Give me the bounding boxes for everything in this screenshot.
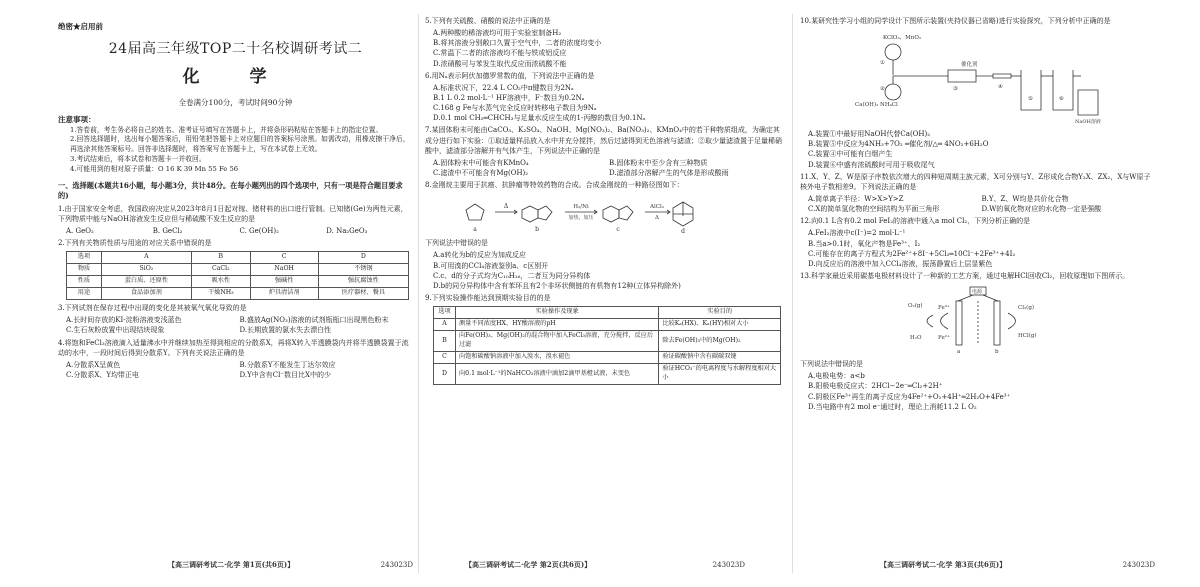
species-label: Cl₂(g) [1017, 305, 1034, 312]
table-cell: 验证HCO₃⁻的电离程度与水解程度相对大小 [659, 364, 781, 385]
option: A.固体粉末中可能含有KMnO₄ [433, 158, 529, 167]
option: A.两种酸的稀溶液均可用于实验室制备H₂ [433, 29, 562, 38]
apparatus-number: ④ [997, 84, 1003, 91]
option: B.阳极电极反应式：2HCl−2e⁻═Cl₂+2H⁺ [808, 382, 943, 391]
arrow-2-bottom: 加热，加压 [568, 215, 594, 222]
option: B.可用溴的CCl₄溶液鉴别a、c区别开 [433, 261, 549, 270]
question-1: 1.由于国家安全考虑，我国政府决定从2023年8月1日起对镓、锗材料的出口进行管制。已知锗(Ge)为两性元素，下列物质中能与NaOH溶液发生反应但与稀硫酸不发生反应的是 [58, 204, 408, 223]
question-1-options [58, 226, 413, 236]
option: A.装置①中最好用NaOH代替Ca(OH)₂ [808, 130, 931, 139]
apparatus-number: ⑤ [1027, 96, 1033, 103]
option: D.b的同分异构体中含有苯环且有2个非环状侧链的有机物有12种(立体异构除外) [433, 281, 681, 290]
confidential-mark: 绝密★启用前 [58, 22, 103, 31]
option: C.常温下二者的浓溶液均不能与铁或铝反应 [433, 49, 567, 58]
footer-title: 【高三调研考试二·化学 第1页(共6页)】 [168, 559, 295, 569]
option: C.X的简单氢化物的空间结构为平面三角形 [808, 205, 940, 214]
table-cell: 不锈钢 [318, 264, 408, 276]
footer-code: 243023D [1122, 560, 1155, 569]
option: D.当电路中有2 mol e⁻通过时，理论上消耗11.2 L O₂ [808, 402, 977, 411]
option-row [425, 158, 785, 168]
option: B.Y、Z、W均是共价化合物 [981, 194, 1069, 203]
footer-title: 【高三调研考试二·化学 第2页(共6页)】 [465, 559, 592, 569]
species-label: H₂O [909, 335, 922, 342]
exam-meta: 全卷满分100分，考试时间90分钟 [178, 97, 293, 107]
option: C.分散系X、Y均带正电 [66, 371, 139, 379]
question-10: 10.某研究性学习小组的同学设计下图所示装置(夹持仪器已省略)进行实验探究，下列分析中正确的是 [800, 17, 1111, 25]
table-cell: SiO₂ [101, 264, 191, 276]
option: B.1 L 0.2 mol·L⁻¹ HF溶液中，F⁻数目为0.2Nₐ [433, 93, 585, 102]
synthesis-scheme-svg [455, 194, 755, 234]
option: D.滤渣部分溶解产生的气体是形成酸雨 [609, 168, 729, 177]
catalyst-label: 催化剂 [960, 62, 978, 69]
option: C.滤渣中不可能含有Mg(OH)₂ [433, 168, 529, 177]
label-c: c [616, 226, 620, 234]
option: A.简单离子半径：W>X>Y>Z [808, 194, 904, 203]
table-cell: 选项 [67, 252, 102, 264]
table-cell: C [250, 252, 318, 264]
table-cell: D [434, 364, 456, 385]
option: A.电极电势：a<b [808, 372, 865, 381]
table-cell: 用途 [67, 288, 102, 300]
label-b: b [535, 226, 539, 234]
option: D.浓硝酸可与苯发生取代反应而浓硫酸不能 [433, 59, 567, 68]
table-cell: 干燥NH₃ [192, 288, 251, 300]
question-9-table [433, 306, 781, 385]
question-13-stem: 下列说法中错误的是 [800, 360, 863, 369]
notice-heading: 注意事项： [58, 114, 96, 124]
apparatus-number: ① [879, 60, 885, 67]
page-1 [58, 22, 413, 569]
option-row [425, 168, 785, 178]
option: B.将其溶液分别敞口久置于空气中，二者的浓度均变小 [433, 39, 602, 48]
table-cell: 测量不同浓度HX、HY酸溶液的pH [456, 319, 659, 331]
molecule-b [522, 206, 538, 222]
page-footer [800, 560, 1155, 569]
option-row [800, 194, 1155, 204]
label-a: a [473, 226, 477, 234]
option-row [58, 360, 413, 370]
apparatus-svg [853, 30, 1103, 125]
option-row [800, 204, 1155, 214]
section-heading: 一、选择题(本题共16小题，每小题3分，共计48分。在每小题列出的四个选项中，只有一项是符合题目要求的) [58, 180, 403, 201]
electrolysis-figure [800, 285, 1155, 355]
option: D. Na₂GeO₃ [326, 226, 368, 235]
apparatus-number: ⑥ [1058, 96, 1064, 103]
table-cell: NaOH [250, 264, 318, 276]
option: A.FeI₂溶液中c(I⁻)=2 mol·L⁻¹ [808, 229, 906, 238]
option: C.装置④中可能有白烟产生 [808, 150, 893, 159]
page-footer [425, 560, 785, 569]
table-cell: 实验操作及现象 [456, 307, 659, 319]
table-cell: 吸水性 [192, 276, 251, 288]
page-3 [800, 14, 1155, 569]
option: C.生石灰粉放置中出现结块现象 [66, 326, 165, 335]
apparatus-number: ③ [952, 86, 958, 93]
question-3: 3.下列试剂在保存过程中出现的变化是其被氧气氧化导致的是 [58, 304, 247, 313]
subject-title: 化 学 [182, 67, 289, 88]
question-5: 5.下列有关硫酸、硝酸的说法中正确的是 [425, 17, 551, 25]
question-6: 6.用Nₐ表示阿伏加德罗常数的值，下列说法中正确的是 [425, 71, 595, 80]
footer-code: 243023D [380, 560, 413, 569]
question-4: 4.将饱和FeCl₃溶液滴入适量沸水中并继续加热至得到相应的分散系X，再将X转入半透膜袋内并将半透膜袋置于流动的水中，一段时间后得到分散系Y。下列有关说法正确的是 [58, 338, 409, 357]
notice-item: 4.可能用到的相对原子质量：O 16 K 39 Mn 55 Fe 56 [70, 164, 239, 173]
notice-item: 3.考试结束后，将本试卷和答题卡一并收回。 [70, 155, 206, 164]
question-13: 13.科学家最近采用碳基电极材料设计了一种新的工艺方案，通过电解HCl回收Cl₂，回收原理如下图所示。 [800, 271, 1130, 280]
table-cell: 炉具清洁剂 [250, 288, 318, 300]
molecule-a [466, 204, 484, 220]
option: A.分散系X呈黄色 [66, 360, 121, 369]
question-2-table [66, 251, 409, 300]
species-label: HCl(g) [1017, 333, 1037, 340]
electrode-label: a [956, 349, 960, 356]
species-label: Fe³⁺ [937, 305, 950, 312]
notice-item: 2.回答选择题时，选出每小题答案后，用铅笔把答题卡上对应题目的答案标号涂黑。如需改动，用橡皮擦干净后，再选涂其他答案标号。回答非选择题时，将答案写在答题卡上，写在本试卷上无效。 [70, 135, 410, 154]
table-cell: A [434, 319, 456, 331]
table-cell: D [318, 252, 408, 264]
synthesis-scheme [425, 194, 785, 234]
table-cell: 强抗腐蚀性 [318, 276, 408, 288]
table-cell: 验证碳酸钠中含有碳碳双键 [659, 352, 781, 364]
table-cell: 向Fe(OH)₃、Mg(OH)₂的混合物中加入FeCl₃溶液，充分搅拌，反应后过滤 [456, 331, 659, 352]
apparatus-figure [800, 30, 1155, 125]
table-cell: CaCl₂ [192, 264, 251, 276]
question-2: 2.下列有关物质性质与用途的对应关系中错误的是 [58, 239, 212, 248]
power-label: 电源 [971, 289, 982, 296]
page-footer [58, 560, 413, 569]
electrolysis-svg [878, 285, 1078, 355]
absorber-label: NaOH溶液 [1074, 119, 1101, 126]
table-cell: 向0.1 mol·L⁻¹的NaHCO₃溶液中滴加2滴甲基橙试液，未变色 [456, 364, 659, 385]
footer-title: 【高三调研考试二·化学 第3页(共6页)】 [880, 559, 1007, 569]
option: B.当a>0.1时，氧化产物是Fe³⁺、I₂ [808, 239, 921, 248]
question-8: 8.金刚烷主要用于抗癌、抗肿瘤等特效药物的合成。合成金刚烷的一种路径图如下： [425, 181, 684, 190]
table-cell: 选项 [434, 307, 456, 319]
option: B.盛放Ag(NO₃)溶液的试剂瓶瓶口出现黑色粉末 [239, 316, 389, 325]
reagent-label: Ca(OH)₂ NH₄Cl [854, 102, 898, 109]
option: D.装置⑥中盛有浓硫酸时可用于吸收尾气 [808, 160, 935, 169]
table-cell: 蛋白质、还原性 [101, 276, 191, 288]
species-label: O₂(g) [907, 303, 923, 310]
option: A.长时间存放的KI-淀粉溶液变浅蓝色 [66, 316, 182, 325]
option: D.长期放置的氯水失去漂白性 [239, 326, 332, 335]
option-row [58, 370, 413, 380]
question-7: 7.某固体粉末可能由CaCO₃、K₂SO₄、NaOH、Mg(NO₃)₂、Ba(NO₃)₂、KMnO₄中的若干种物质组成，为确定其成分进行如下实验：①取适量样品放入水中并充分搅拌，然后过滤得到无色溶液与滤渣；②取少量滤渣置于足量稀硝酸中，滤渣部分溶解并有气体产生，下列说法中正确的是 [425, 126, 782, 155]
reagent-label: KClO₃、MnO₂ [882, 35, 921, 42]
arrow-1-label: Δ [503, 203, 509, 211]
option: C.可能存在的离子方程式为2Fe²⁺+8I⁻+5Cl₂═10Cl⁻+2Fe³⁺+4I₂ [808, 249, 1016, 258]
table-cell: 比较Kₐ(HX)、Kₐ(HY)相对大小 [659, 319, 781, 331]
table-cell: 性质 [67, 276, 102, 288]
table-cell: 食品添加剂 [101, 288, 191, 300]
arrow-2-top: H₂/Ni [573, 204, 589, 211]
notice-item: 1.答卷前，考生务必将自己的姓名、准考证号填写在答题卡上，并将条形码粘贴在答题卡上的指定位置。 [70, 125, 383, 134]
apparatus-number: ② [879, 86, 885, 93]
option: A.标准状况下，22.4 L CO₂中π键数目为2Nₐ [433, 83, 574, 92]
exam-title: 24届高三年级TOP二十名校调研考试二 [108, 40, 363, 57]
question-12: 12.向0.1 L含有0.2 mol FeI₂的溶液中通入a mol Cl₂，下列分析正确的是 [800, 217, 1031, 226]
option: B. GeCl₂ [152, 226, 183, 235]
option: D.0.1 mol CH₂═CHCH₃与足量水反应生成的1-丙醇的数目为0.1Nₐ [433, 114, 646, 123]
footer-code: 243023D [712, 560, 745, 569]
option-row [58, 315, 413, 325]
page-2 [425, 14, 785, 569]
option: C.168 g Fe与水蒸气完全反应时转移电子数目为9Nₐ [433, 104, 597, 113]
option: A.a转化为b的反应为加成反应 [433, 251, 526, 260]
table-cell: B [434, 331, 456, 352]
arrow-3-top: AlCl₃ [650, 204, 664, 211]
table-cell: 医疗器材、餐具 [318, 288, 408, 300]
table-cell: A [101, 252, 191, 264]
option: C.c、d的分子式均为C₁₀H₁₆，二者互为同分异构体 [433, 271, 591, 280]
table-cell: 除去Fe(OH)₃中的Mg(OH)₂ [659, 331, 781, 352]
option: D.向反应后的溶液中加入CCl₄溶液，振荡静置后上层显紫色 [808, 259, 993, 268]
option: B.固体粉末中至少含有三种物质 [609, 158, 708, 167]
option: C. Ge(OH)₂ [239, 226, 279, 235]
option: C.阴极区Fe³⁺再生的离子反应为4Fe²⁺+O₂+4H⁺═2H₂O+4Fe³⁺ [808, 392, 1011, 401]
option: B.分散系Y不能发生丁达尔效应 [239, 360, 336, 369]
question-8-stem: 下列说法中错误的是 [425, 239, 488, 248]
table-cell: 向饱和碳酸钠溶液中加入溴水，溴水褪色 [456, 352, 659, 364]
option-row [58, 325, 413, 335]
arrow-3-bottom: Δ [655, 215, 659, 222]
table-cell: B [192, 252, 251, 264]
option: A. GeO₂ [66, 226, 94, 235]
option: D.W的氧化物对应的水化物一定是强酸 [981, 205, 1102, 214]
question-11: 11.X、Y、Z、W是原子序数依次增大的四种短周期主族元素，X可分别与Y、Z形成化合物Y₂X、ZX₂，X与W原子核外电子数相差9。下列说法正确的是 [800, 172, 1151, 191]
option: D.Y中含有Cl⁻数目比X中的少 [239, 371, 331, 379]
question-9: 9.下列实验操作能达到预期实验目的的是 [425, 293, 551, 302]
table-cell: 强碱性 [250, 276, 318, 288]
electrode-label: b [994, 349, 999, 356]
table-cell: C [434, 352, 456, 364]
table-cell: 实验目的 [659, 307, 781, 319]
label-d: d [681, 228, 685, 235]
option: B.装置⑤中反应为4NH₃+7O₂ ═催化剂/△═ 4NO₂+6H₂O [808, 140, 989, 149]
table-cell: 物质 [67, 264, 102, 276]
species-label: Fe²⁺ [937, 335, 950, 342]
molecule-c [603, 206, 619, 222]
